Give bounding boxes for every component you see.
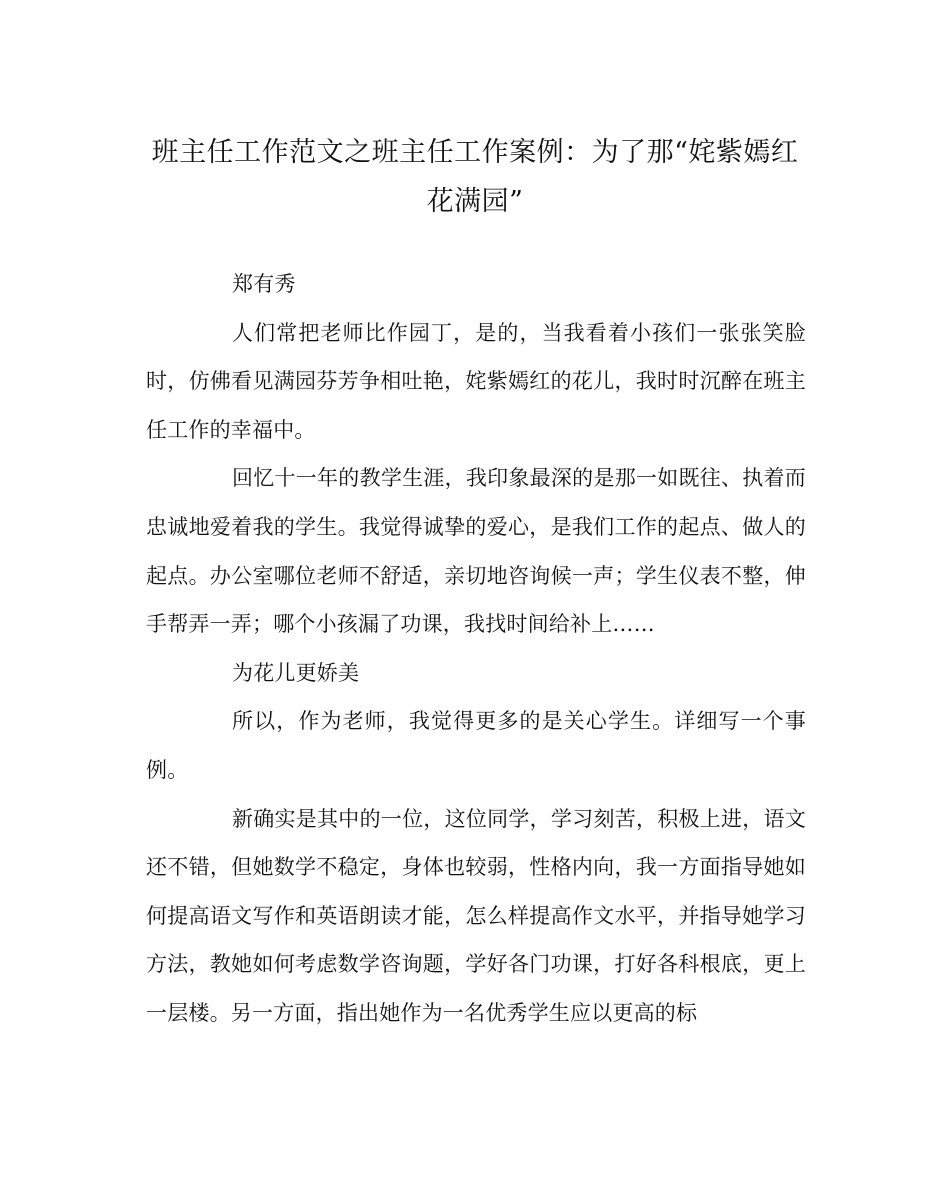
section-heading: 为花儿更娇美 — [232, 660, 360, 685]
paragraph: 所以，作为老师，我觉得更多的是关心学生。详细写一个事例。 — [146, 709, 806, 782]
author-line: 郑有秀 — [232, 272, 296, 296]
paragraph: 回忆十一年的教学生涯，我印象最深的是那一如既往、执着而忠诚地爱着我的学生。我觉得诚挚的爱心，是我们工作的起点、做人的起点。办公室哪位老师不舒适，亲切地咨询候一声；学生仪表不整，伸手帮弄一弄；哪个小孩漏了功课，我找时间给补上…… — [146, 466, 806, 637]
document-title: 班主任工作范文之班主任工作案例：为了那“姹紫嫣红花满园” — [151, 137, 799, 217]
paragraph: 人们常把老师比作园丁，是的，当我看着小孩们一张张笑脸时，仿佛看见满园芬芳争相吐艳，姹紫嫣红的花儿，我时时沉醉在班主任工作的幸福中。 — [146, 320, 806, 442]
document-body — [146, 260, 806, 1038]
paragraph: 新确实是其中的一位，这位同学，学习刻苦，积极上进，语文还不错，但她数学不稳定，身体也较弱，性格内向，我一方面指导她如何提高语文写作和英语朗读才能，怎么样提高作文水平，并指导她学习方法，教她如何考虑数学咨询题，学好各门功课，打好各科根底，更上一层楼。另一方面，指出她作为一名优秀学生应以更高的标 — [146, 806, 806, 1025]
